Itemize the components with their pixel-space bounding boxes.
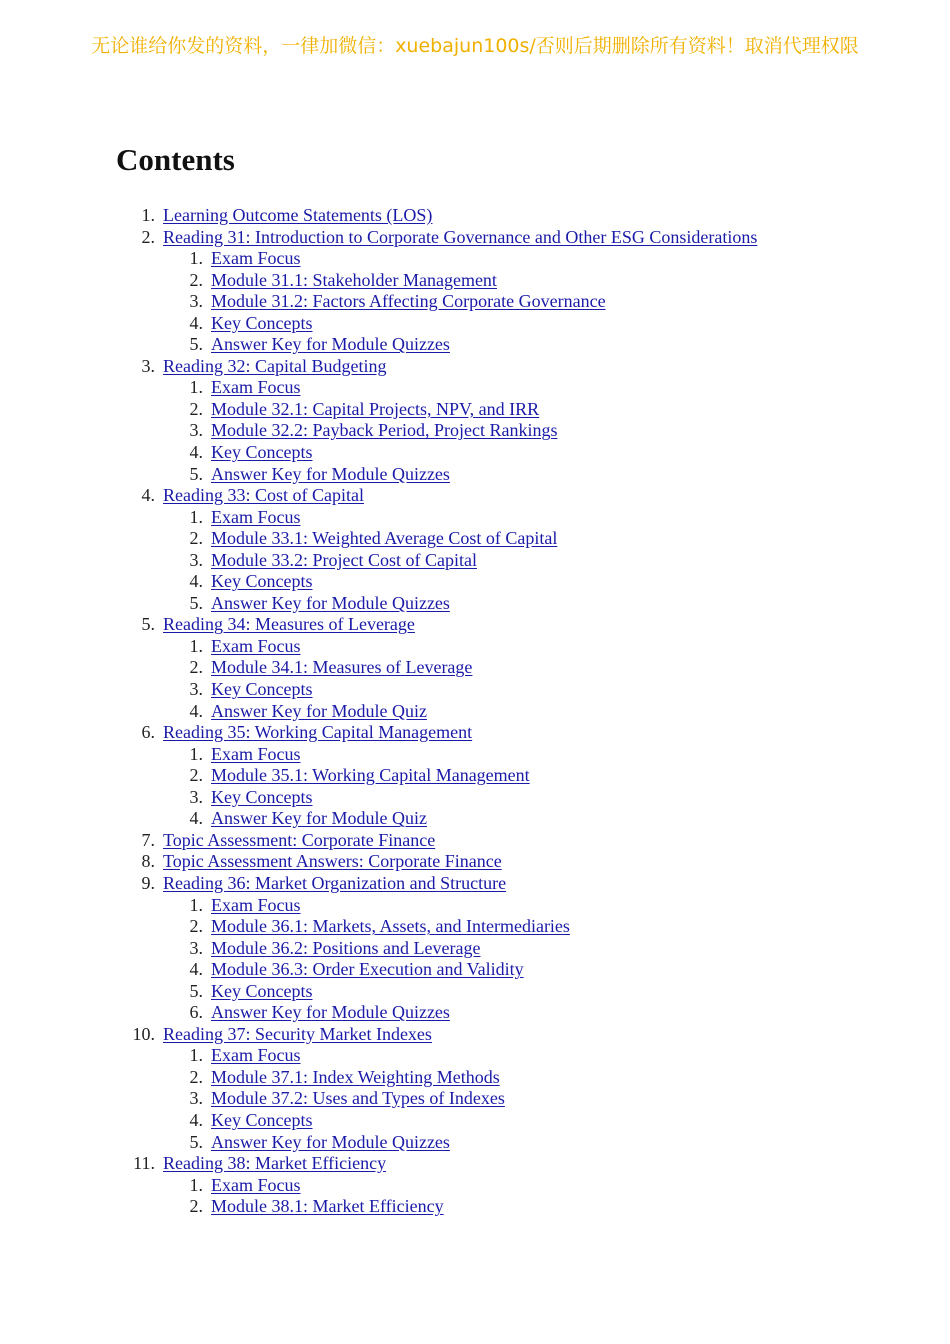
toc-subitem-number: 1. xyxy=(189,635,203,656)
toc-link[interactable]: Reading 33: Cost of Capital xyxy=(163,485,364,506)
toc-subitem xyxy=(0,313,950,335)
toc-item xyxy=(0,614,950,636)
toc-subitem-number: 2. xyxy=(189,528,203,549)
toc-sublink[interactable]: Key Concepts xyxy=(211,786,313,807)
toc-subitem xyxy=(0,1067,950,1089)
toc-subitem xyxy=(0,464,950,486)
toc-subitem xyxy=(0,808,950,830)
toc-sublink[interactable]: Exam Focus xyxy=(211,1174,301,1195)
toc-sublink[interactable]: Module 37.1: Index Weighting Methods xyxy=(211,1066,500,1087)
toc-subitem xyxy=(0,1088,950,1110)
toc-subitem-number: 1. xyxy=(189,894,203,915)
toc-subitem xyxy=(0,636,950,658)
toc-sublink[interactable]: Module 36.2: Positions and Leverage xyxy=(211,937,481,958)
toc-subitem xyxy=(0,528,950,550)
toc-subitem xyxy=(0,593,950,615)
toc-sublink[interactable]: Key Concepts xyxy=(211,442,313,463)
toc-subitem xyxy=(0,334,950,356)
toc-item xyxy=(0,227,950,249)
toc-subitem-number: 1. xyxy=(189,1174,203,1195)
toc-subitem-number: 2. xyxy=(189,398,203,419)
toc-subitem xyxy=(0,916,950,938)
toc-link[interactable]: Learning Outcome Statements (LOS) xyxy=(163,205,433,225)
toc-subitem xyxy=(0,981,950,1003)
toc-subitem-number: 4. xyxy=(189,1109,203,1130)
toc-item-number: 5. xyxy=(141,614,155,635)
toc-sublink[interactable]: Key Concepts xyxy=(211,312,313,333)
toc-subitem-number: 3. xyxy=(189,786,203,807)
toc-subitem-number: 2. xyxy=(189,269,203,290)
toc-subitem xyxy=(0,420,950,442)
toc-subitem xyxy=(0,270,950,292)
toc-sublink[interactable]: Exam Focus xyxy=(211,506,301,527)
toc-link[interactable]: Reading 35: Working Capital Management xyxy=(163,722,473,743)
toc-subitem-number: 3. xyxy=(189,1088,203,1109)
toc-sublink[interactable]: Key Concepts xyxy=(211,1109,313,1130)
toc-sublink[interactable]: Module 33.1: Weighted Average Cost of Capital xyxy=(211,528,558,549)
toc-link[interactable]: Reading 31: Introduction to Corporate Governance and Other ESG Considerations xyxy=(163,226,758,247)
toc-subitem xyxy=(0,1045,950,1067)
toc-subitem-number: 5. xyxy=(189,592,203,613)
toc-subitem xyxy=(0,1132,950,1154)
toc-item xyxy=(0,356,950,378)
toc-sublink[interactable]: Module 36.3: Order Execution and Validity xyxy=(211,959,524,980)
toc-subitem xyxy=(0,1110,950,1132)
toc-subitem-number: 1. xyxy=(189,743,203,764)
toc-sublink[interactable]: Exam Focus xyxy=(211,894,301,915)
page-title: Contents xyxy=(116,142,235,177)
toc-item-number: 1. xyxy=(141,205,155,225)
toc-sublink[interactable]: Key Concepts xyxy=(211,980,313,1001)
toc-sublink[interactable]: Module 33.2: Project Cost of Capital xyxy=(211,549,477,570)
toc-subitem-number: 1. xyxy=(189,506,203,527)
toc-link[interactable]: Reading 36: Market Organization and Structure xyxy=(163,872,507,893)
toc-subitem xyxy=(0,787,950,809)
toc-subitem xyxy=(0,657,950,679)
toc-item-number: 10. xyxy=(132,1023,155,1044)
toc-subitem-number: 4. xyxy=(189,700,203,721)
toc-sublink[interactable]: Module 31.1: Stakeholder Management xyxy=(211,269,497,290)
toc-subitem-number: 5. xyxy=(189,980,203,1001)
toc-subitem-number: 5. xyxy=(189,463,203,484)
toc-item xyxy=(0,205,950,227)
toc-subitem xyxy=(0,1175,950,1197)
toc-item-number: 7. xyxy=(141,829,155,850)
toc-subitem-number: 3. xyxy=(189,937,203,958)
toc-link[interactable]: Reading 37: Security Market Indexes xyxy=(163,1023,432,1044)
toc-sublink[interactable]: Module 38.1: Market Efficiency xyxy=(211,1196,444,1217)
toc-sublink[interactable]: Module 32.1: Capital Projects, NPV, and IRR xyxy=(211,398,540,419)
toc-sublink[interactable]: Key Concepts xyxy=(211,679,313,700)
toc-subitem-number: 2. xyxy=(189,1196,203,1217)
toc-sublink[interactable]: Answer Key for Module Quiz xyxy=(211,700,427,721)
toc-subitem xyxy=(0,507,950,529)
toc-subitem-number: 1. xyxy=(189,248,203,269)
toc-subitem-number: 5. xyxy=(189,334,203,355)
toc-subitem-number: 3. xyxy=(189,679,203,700)
toc-subitem-number: 3. xyxy=(189,420,203,441)
toc-subitem-number: 3. xyxy=(189,549,203,570)
toc-item xyxy=(0,851,950,873)
toc-subitem-number: 2. xyxy=(189,1066,203,1087)
toc-subitem-number: 4. xyxy=(189,442,203,463)
toc-subitem xyxy=(0,744,950,766)
toc-sublink[interactable]: Exam Focus xyxy=(211,743,301,764)
toc-item xyxy=(0,873,950,895)
toc-sublink[interactable]: Exam Focus xyxy=(211,248,301,269)
toc-subitem-number: 3. xyxy=(189,291,203,312)
toc-subitem-number: 6. xyxy=(189,1002,203,1023)
toc-subitem-number: 5. xyxy=(189,1131,203,1152)
toc-sublink[interactable]: Answer Key for Module Quizzes xyxy=(211,1002,450,1023)
toc-subitem-number: 1. xyxy=(189,377,203,398)
table-of-contents xyxy=(0,205,950,1218)
toc-subitem-number: 2. xyxy=(189,916,203,937)
toc-link[interactable]: Topic Assessment Answers: Corporate Finance xyxy=(163,851,502,872)
toc-item-number: 8. xyxy=(141,851,155,872)
toc-subitem xyxy=(0,895,950,917)
toc-sublink[interactable]: Answer Key for Module Quizzes xyxy=(211,334,450,355)
toc-item xyxy=(0,1153,950,1175)
toc-sublink[interactable]: Module 34.1: Measures of Leverage xyxy=(211,657,473,678)
toc-item-number: 6. xyxy=(141,722,155,743)
toc-item xyxy=(0,722,950,744)
toc-sublink[interactable]: Answer Key for Module Quizzes xyxy=(211,1131,450,1152)
toc-sublink[interactable]: Exam Focus xyxy=(211,1045,301,1066)
toc-subitem xyxy=(0,959,950,981)
toc-sublink[interactable]: Exam Focus xyxy=(211,635,301,656)
toc-sublink[interactable]: Module 37.2: Uses and Types of Indexes xyxy=(211,1088,505,1109)
toc-subitem xyxy=(0,571,950,593)
toc-item xyxy=(0,830,950,852)
toc-subitem-number: 4. xyxy=(189,808,203,829)
toc-sublink[interactable]: Exam Focus xyxy=(211,377,301,398)
toc-link[interactable]: Reading 38: Market Efficiency xyxy=(163,1153,387,1174)
watermark-banner: 无论谁给你发的资料，一律加微信：xuebajun100s/否则后期删除所有资料！取消代理权限 xyxy=(91,35,859,57)
toc-subitem-number: 1. xyxy=(189,1045,203,1066)
toc-item-number: 3. xyxy=(141,355,155,376)
toc-sublink[interactable]: Answer Key for Module Quizzes xyxy=(211,592,450,613)
toc-sublink[interactable]: Module 36.1: Markets, Assets, and Intermediaries xyxy=(211,916,570,937)
toc-sublink[interactable]: Module 31.2: Factors Affecting Corporate Governance xyxy=(211,291,606,312)
toc-sublink[interactable]: Answer Key for Module Quizzes xyxy=(211,463,450,484)
toc-sublink[interactable]: Answer Key for Module Quiz xyxy=(211,808,427,829)
toc-item xyxy=(0,485,950,507)
toc-subitem xyxy=(0,291,950,313)
toc-link[interactable]: Reading 34: Measures of Leverage xyxy=(163,614,415,635)
toc-subitem-number: 2. xyxy=(189,657,203,678)
toc-subitem xyxy=(0,679,950,701)
toc-item-number: 4. xyxy=(141,485,155,506)
toc-subitem-number: 4. xyxy=(189,571,203,592)
toc-subitem xyxy=(0,1196,950,1218)
toc-sublink[interactable]: Module 32.2: Payback Period, Project Rankings xyxy=(211,420,558,441)
toc-subitem xyxy=(0,399,950,421)
toc-subitem xyxy=(0,248,950,270)
toc-subitem xyxy=(0,701,950,723)
toc-subitem xyxy=(0,550,950,572)
toc-sublink[interactable]: Module 35.1: Working Capital Management xyxy=(211,765,530,786)
toc-subitem-number: 2. xyxy=(189,765,203,786)
toc-subitem xyxy=(0,765,950,787)
toc-subitem xyxy=(0,1002,950,1024)
toc-item xyxy=(0,1024,950,1046)
toc-link[interactable]: Topic Assessment: Corporate Finance xyxy=(163,829,436,850)
toc-subitem xyxy=(0,442,950,464)
toc-link[interactable]: Reading 32: Capital Budgeting xyxy=(163,355,387,376)
toc-subitem-number: 4. xyxy=(189,312,203,333)
toc-item-number: 9. xyxy=(141,872,155,893)
toc-sublink[interactable]: Key Concepts xyxy=(211,571,313,592)
toc-item-number: 2. xyxy=(141,226,155,247)
toc-item-number: 11. xyxy=(133,1153,155,1174)
toc-subitem xyxy=(0,377,950,399)
toc-subitem-number: 4. xyxy=(189,959,203,980)
toc-list xyxy=(0,205,950,1218)
toc-subitem xyxy=(0,938,950,960)
